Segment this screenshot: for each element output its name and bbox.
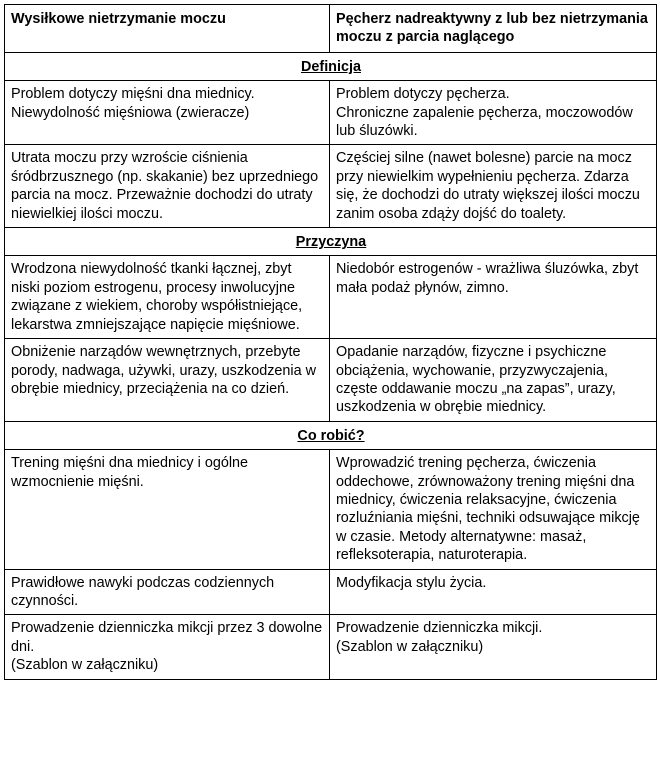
cell-text: Prowadzenie dzienniczka mikcji przez 3 dowolne dni. <box>11 620 323 655</box>
cell-text: Wprowadzić trening pęcherza, ćwiczenia oddechowe, zrównoważony trening mięśni dna miednicy, ćwiczenia relaksacyjne, ćwiczenia rozluźniania mięśni, techniki odsuwające mikcję w czasie. Metody alternatywne: masaż, refleksoterapia, naturoterapia. <box>336 455 640 564</box>
cell-text: Wrodzona niewydolność tkanki łącznej, zbyt niski poziom estrogenu, procesy inwolucyjne związane z wiekiem, choroby współistniejące, lekarstwa zmniejszające napięcie mięśniowe. <box>11 261 303 333</box>
cell-text: Modyfikacja stylu życia. <box>336 574 487 591</box>
cell-stress-incontinence <box>5 145 330 228</box>
cell-overactive-bladder <box>330 81 657 145</box>
cell-text: Niewydolność mięśniowa (zwieracze) <box>11 104 250 121</box>
cell-text: (Szablon w załączniku) <box>336 638 484 655</box>
cell-text: Utrata moczu przy wzroście ciśnienia śródbrzusznego (np. skakanie) bez uprzedniego parcia na mocz. Przeważnie dochodzi do utraty niewielkiej ilości moczu. <box>11 150 319 222</box>
cell-stress-incontinence <box>5 81 330 145</box>
cell-text: Prowadzenie dzienniczka mikcji. <box>336 620 543 637</box>
cell-text: Opadanie narządów, fizyczne i psychiczne obciążenia, wychowanie, przyzwyczajenia, częste oddawanie moczu „na zapas”, urazy, uszkodzenia w obrębie miednicy. <box>336 344 616 416</box>
cell-text: Problem dotyczy pęcherza. <box>336 86 510 103</box>
cell-stress-incontinence <box>5 615 330 679</box>
cell-text: Obniżenie narządów wewnętrznych, przebyte porody, nadwaga, używki, urazy, uszkodzenia w obrębie miednicy, przeciążenia na co dzień. <box>11 344 317 397</box>
header-overactive-bladder: Pęcherz nadreaktywny z lub bez nietrzymania moczu z parcia naglącego <box>330 5 657 53</box>
section-row <box>5 421 657 449</box>
table-row <box>5 450 657 569</box>
section-title: Definicja <box>5 52 657 80</box>
section-title: Co robić? <box>5 421 657 449</box>
comparison-table <box>4 4 657 680</box>
cell-text: Chroniczne zapalenie pęcherza, moczowodów lub śluzówki. <box>336 104 633 140</box>
cell-stress-incontinence <box>5 339 330 422</box>
cell-text: Prawidłowe nawyki podczas codziennych czynności. <box>11 574 275 609</box>
cell-overactive-bladder <box>330 450 657 569</box>
cell-overactive-bladder <box>330 569 657 615</box>
section-row <box>5 52 657 80</box>
table-body <box>5 52 657 679</box>
header-stress-incontinence: Wysiłkowe nietrzymanie moczu <box>5 5 330 53</box>
cell-stress-incontinence <box>5 450 330 569</box>
cell-text: Częściej silne (nawet bolesne) parcie na mocz przy niewielkim wypełnieniu pęcherza. Zdarza się, że dochodzi do utraty większej ilości moczu zanim osoba zdąży dojść do toalety. <box>336 150 640 222</box>
cell-text: Problem dotyczy mięśni dna miednicy. <box>11 86 255 103</box>
cell-text: Niedobór estrogenów - wrażliwa śluzówka, zbyt mała podaż płynów, zimno. <box>336 261 639 296</box>
table-row <box>5 569 657 615</box>
cell-overactive-bladder <box>330 339 657 422</box>
cell-stress-incontinence <box>5 256 330 339</box>
table-row <box>5 256 657 339</box>
cell-text: Trening mięśni dna miednicy i ogólne wzmocnienie mięśni. <box>11 455 249 490</box>
table-row <box>5 145 657 228</box>
cell-stress-incontinence <box>5 569 330 615</box>
table-row <box>5 339 657 422</box>
cell-overactive-bladder <box>330 145 657 228</box>
section-title: Przyczyna <box>5 228 657 256</box>
section-row <box>5 228 657 256</box>
cell-text: (Szablon w załączniku) <box>11 657 159 674</box>
table-row <box>5 81 657 145</box>
header-row <box>5 5 657 53</box>
table-row <box>5 615 657 679</box>
cell-overactive-bladder <box>330 256 657 339</box>
cell-overactive-bladder <box>330 615 657 679</box>
